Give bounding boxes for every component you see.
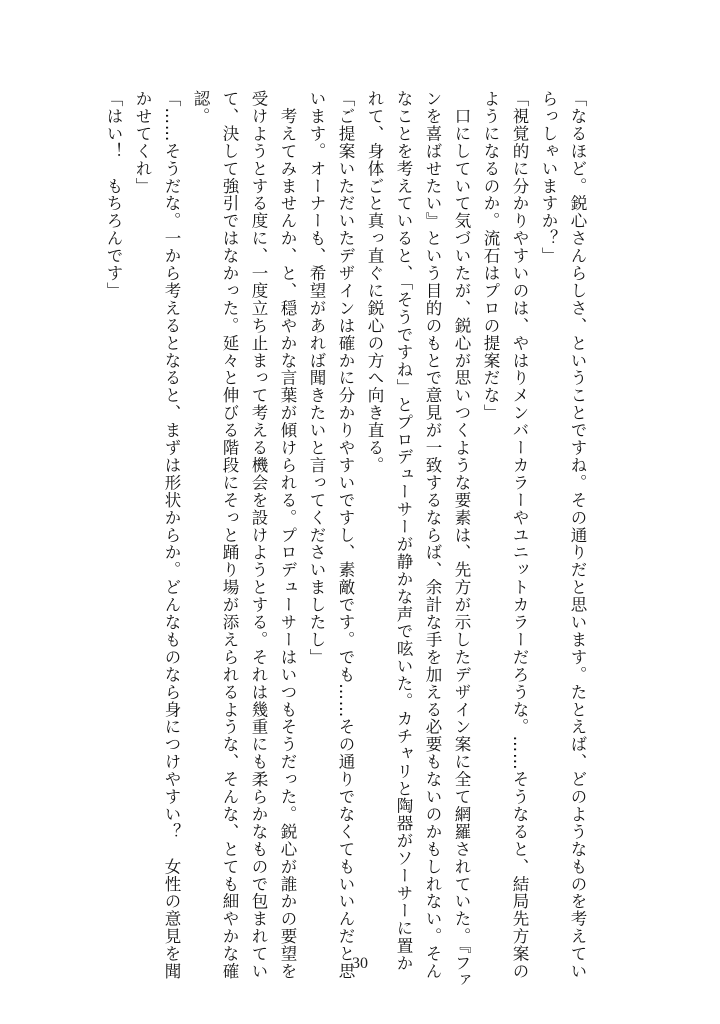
text-line: なことを考えていると、「そうですね」とプロデューサーが静かな声で呟いた。カチャリと陶器がソーサーに置か bbox=[394, 90, 413, 972]
text-line: れて、身体ごと真っ直ぐに鋭心の方へ向き直る。 bbox=[365, 90, 384, 474]
text-line: います。オーナーも、希望があれば聞きたいと言ってくださいましたし」 bbox=[307, 90, 326, 666]
text-line: ンを喜ばせたい』という目的のもとで意見が一致するならば、余計な手を加える必要もないのかもしれない。そん bbox=[423, 90, 442, 980]
page-number: 30 bbox=[352, 955, 368, 972]
text-line: 受けようとする度に、一度立ち止まって考える機会を設けようとする。それは幾重にも柔らかなもので包まれてい bbox=[249, 90, 268, 980]
text-line: 「はい！ もちろんです」 bbox=[104, 90, 123, 300]
text-line: 考えてみませんか、と、穏やかな言葉が傾けられる。プロデューサーはいつもそうだった。鋭心が誰かの要望を bbox=[278, 90, 297, 980]
text-line: ようになるのか。流石はプロの提案だな」 bbox=[481, 90, 500, 422]
text-line: 「なるほど。鋭心さんらしさ、ということですね。その通りだと思います。たとえば、どのようなものを考えてい bbox=[568, 90, 587, 980]
text-line: 「視覚的に分かりやすいのは、やはりメンバーカラーやユニットカラーだろうな。……そうなると、結局先方案の bbox=[510, 90, 529, 980]
text-line: 認。 bbox=[191, 90, 210, 125]
text-line: て、決して強引ではなかった。延々と伸びる階段にそっと踊り場が添えられるような、そんな、とても細やかな確 bbox=[220, 90, 239, 980]
text-line: かせてくれ」 bbox=[133, 90, 152, 195]
text-line: 「……そうだな。一から考えるとなると、まずは形状からか。どんなものなら身につけやすい？ 女性の意見を聞 bbox=[162, 90, 181, 980]
text-line: らっしゃいますか？」 bbox=[539, 90, 558, 265]
text-line: 「ご提案いただいたデザインは確かに分かりやすいですし、素敵です。でも……その通りでなくてもいいんだと思 bbox=[336, 90, 355, 980]
text-line: 口にしていて気づいたが、鋭心が思いつくような要素は、先方が示したデザイン案に全て網羅されていた。『ファ bbox=[452, 90, 471, 990]
